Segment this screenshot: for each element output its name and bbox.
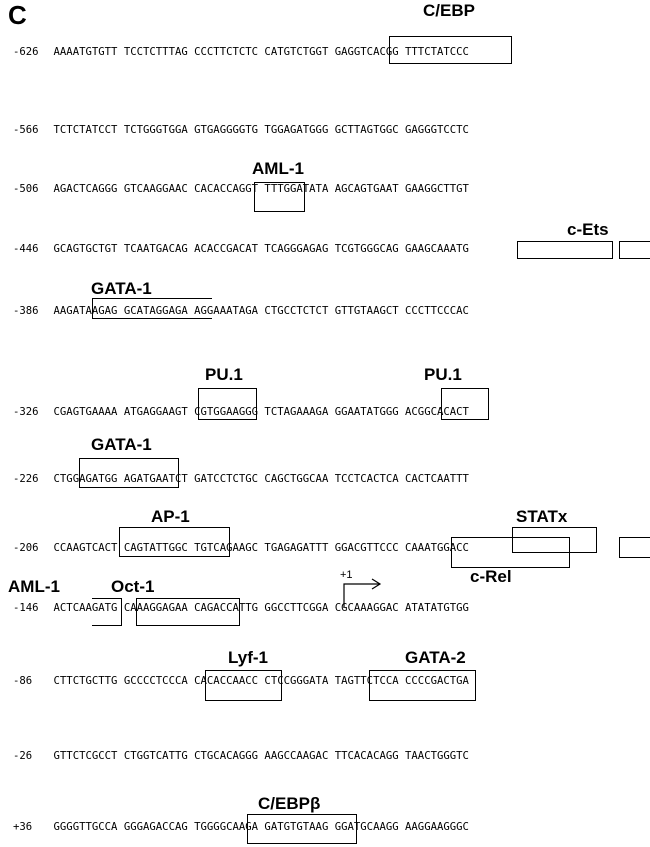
position-number: +36 xyxy=(13,820,33,833)
position-number: -506 xyxy=(13,182,39,195)
sequence-text: GCAGTGCTGT TCAATGACAG ACACCGACAT TCAGGGAGAG TCGTGGGCAG GAAGCAAATG xyxy=(53,242,469,255)
site-box-c-ets xyxy=(517,241,613,259)
sequence-text: AGACTCAGGG GTCAAGGAAC CACACCAGGT TTTGGATATA AGCAGTGAAT GAAGGCTTGT xyxy=(53,182,469,195)
site-box-pu1 xyxy=(198,388,257,420)
site-box-cebp xyxy=(389,36,512,64)
sequence-line xyxy=(13,541,469,555)
site-box-ap1 xyxy=(119,527,230,557)
sequence-text: GTTCTCGCCT CTGGTCATTG CTGCACAGGG AAGCCAAGAC TTCACACAGG TAACTGGGTC xyxy=(53,749,469,762)
sequence-text: CTGGAGATGG AGATGAATCT GATCCTCTGC CAGCTGGCAA TCCTCACTCA CACTCAATTT xyxy=(53,472,469,485)
position-number: -566 xyxy=(13,123,39,136)
site-label-pu1: PU.1 xyxy=(205,365,243,384)
sequence-line xyxy=(13,242,469,256)
sequence-line xyxy=(13,601,469,615)
site-box-statx xyxy=(512,527,597,553)
site-label-gata2: GATA-2 xyxy=(405,648,466,667)
sequence-line xyxy=(13,304,469,318)
site-label-gata1: GATA-1 xyxy=(91,279,152,298)
position-number: -386 xyxy=(13,304,39,317)
sequence-line xyxy=(13,820,469,834)
site-label-cebp: C/EBP xyxy=(423,1,475,20)
sequence-line xyxy=(13,182,469,196)
sequence-text: AAAATGTGTT TCCTCTTTAG CCCTTCTCTC CATGTCTGGT GAGGTCACGG TTTCTATCCC xyxy=(53,45,469,58)
sequence-text: TCTCTATCCT TCTGGGTGGA GTGAGGGGTG TGGAGATGGG GCTTAGTGGC GAGGGTCCTC xyxy=(53,123,469,136)
position-number: -206 xyxy=(13,541,39,554)
position-number: -226 xyxy=(13,472,39,485)
site-label-c-rel: c-Rel xyxy=(470,567,512,586)
sequence-text: AAGATAAGAG GCATAGGAGA AGGAAATAGA CTGCCTCTCT GTTGTAAGCT CCCTTCCCAC xyxy=(53,304,469,317)
position-number: -626 xyxy=(13,45,39,58)
sequence-line xyxy=(13,749,469,763)
position-number: -26 xyxy=(13,749,33,762)
sequence-text: CGAGTGAAAA ATGAGGAAGT CGTGGAAGGG TCTAGAAAGA GGAATATGGG ACGGCACACT xyxy=(53,405,469,418)
site-label-aml1: AML-1 xyxy=(8,577,60,596)
tss-label: +1 xyxy=(340,570,353,581)
site-box-aml1 xyxy=(92,598,122,626)
site-label-gata1: GATA-1 xyxy=(91,435,152,454)
site-box-oct1 xyxy=(136,598,240,626)
panel-label: C xyxy=(8,0,27,30)
site-box-gata1 xyxy=(79,458,179,488)
site-label-aml1: AML-1 xyxy=(252,159,304,178)
site-label-statx: STATx xyxy=(516,507,568,526)
site-label-cebp-beta: C/EBPβ xyxy=(258,794,321,813)
site-label-lyf1: Lyf-1 xyxy=(228,648,268,667)
site-box-statx xyxy=(619,537,650,558)
position-number: -446 xyxy=(13,242,39,255)
position-number: -146 xyxy=(13,601,39,614)
sequence-text: CTTCTGCTTG GCCCCTCCCA CACACCAACC CTCCGGGATA TAGTTCTCCA CCCCGACTGA xyxy=(53,674,469,687)
sequence-text: ACTCAAGATG CAAAGGAGAA CAGACCATTG GGCCTTCGGA CGCAAAGGAC ATATATGTGG xyxy=(53,601,469,614)
sequence-text: GGGGTTGCCA GGGAGACCAG TGGGGCAAGA GATGTGTAAG GGATGCAAGG AAGGAAGGGC xyxy=(53,820,469,833)
sequence-text: CCAAGTCACT CAGTATTGGC TGTCAGAAGC TGAGAGATTT GGACGTTCCC CAAATGGACC xyxy=(53,541,469,554)
site-box-c-ets xyxy=(619,241,650,259)
sequence-line xyxy=(13,123,469,137)
site-label-pu1: PU.1 xyxy=(424,365,462,384)
position-number: -326 xyxy=(13,405,39,418)
site-label-oct1: Oct-1 xyxy=(111,577,155,596)
site-box-pu1 xyxy=(441,388,489,420)
site-box-aml1 xyxy=(254,182,305,212)
position-number: -86 xyxy=(13,674,33,687)
site-label-c-ets: c-Ets xyxy=(567,220,609,239)
site-label-ap1: AP-1 xyxy=(151,507,190,526)
site-box-lyf1 xyxy=(205,670,282,701)
transcription-start-arrow xyxy=(340,570,390,610)
site-box-gata1 xyxy=(92,298,212,319)
site-box-cebp-beta xyxy=(247,814,357,844)
site-box-gata2 xyxy=(369,670,476,701)
